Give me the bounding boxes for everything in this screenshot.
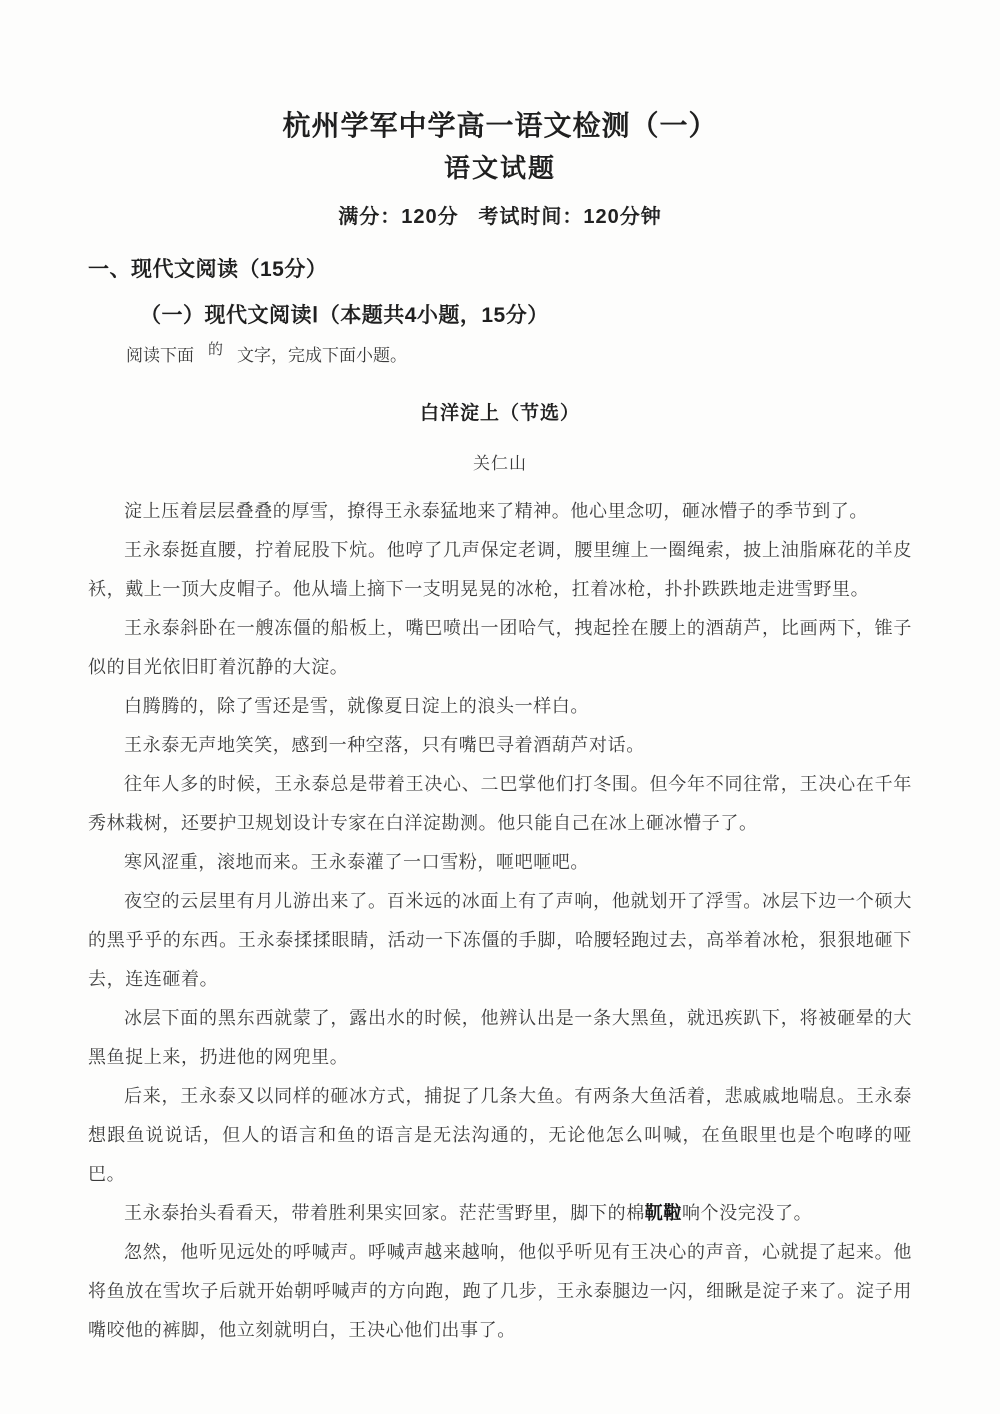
paragraph-text: 忽然，他听见远处的呼喊声。呼喊声越来越响，他似乎听见有王决心的声音，心就提了起来。他将鱼放在雪坎子后就开始朝呼喊声的方向跑，跑了几步，王永泰腿边一闪，细瞅是淀子来了。淀子用嘴咬他的裤脚，他立刻就明白，王决心他们出事了。 — [88, 1242, 912, 1342]
document-subtitle: 语文试题 — [443, 153, 556, 184]
paragraph-text: 响个没完没了。 — [682, 1203, 813, 1225]
paragraph-text: 王永泰斜卧在一艘冻僵的船板上，嘴巴喷出一团哈气，拽起拴在腰上的酒葫芦，比画两下，锥子似的目光依旧盯着沉静的大淀。 — [88, 618, 912, 679]
passage-paragraph — [88, 1194, 912, 1233]
exam-info: 满分：120分 考试时间：120分钟 — [338, 206, 662, 229]
paragraph-text-bold: 靰鞡 — [644, 1203, 682, 1225]
paragraph-text: 冰层下面的黑东西就蒙了，露出水的时候，他辨认出是一条大黑鱼，就迅疾趴下，将被砸晕的大黑鱼捉上来，扔进他的网兜里。 — [88, 1008, 912, 1069]
paragraph-text: 寒风涩重，滚地而来。王永泰灌了一口雪粉，咂吧咂吧。 — [124, 852, 589, 874]
instruction-post: 文字，完成下面小题。 — [237, 346, 408, 367]
paragraph-text: 王永泰无声地笑笑，感到一种空落，只有嘴巴寻着酒葫芦对话。 — [124, 735, 645, 757]
paragraph-text: 淀上压着层层叠叠的厚雪，撩得王永泰猛地来了精神。他心里念叨，砸冰懵子的季节到了。 — [124, 501, 868, 523]
passage-body — [88, 492, 912, 1350]
paragraph-text: 王永泰抬头看看天，带着胜利果实回家。茫茫雪野里，脚下的棉 — [124, 1203, 645, 1225]
passage-paragraph — [88, 1077, 912, 1194]
passage-paragraph — [88, 843, 912, 882]
passage-paragraph — [88, 999, 912, 1077]
paragraph-text: 夜空的云层里有月儿游出来了。百米远的冰面上有了声响，他就划开了浮雪。冰层下边一个硕大的黑乎乎的东西。王永泰揉揉眼睛，活动一下冻僵的手脚，哈腰轻跑过去，高举着冰枪，狠狠地砸下去，连连砸着。 — [88, 891, 912, 991]
passage-paragraph — [88, 882, 912, 999]
paragraph-text: 后来，王永泰又以同样的砸冰方式，捕捉了几条大鱼。有两条大鱼活着，悲戚戚地喘息。王永泰想跟鱼说说话，但人的语言和鱼的语言是无法沟通的，无论他怎么叫喊，在鱼眼里也是个咆哮的哑巴。 — [88, 1086, 912, 1186]
passage-title: 白洋淀上（节选） — [419, 403, 580, 425]
passage-paragraph — [88, 492, 912, 531]
passage-author: 关仁山 — [473, 454, 527, 475]
paragraph-text: 往年人多的时候，王永泰总是带着王决心、二巴掌他们打冬围。但今年不同往常，王决心在千年秀林栽树，还要护卫规划设计专家在白洋淀勘测。他只能自己在冰上砸冰懵子了。 — [88, 774, 912, 835]
passage-paragraph — [88, 1233, 912, 1350]
section-heading-modern-reading: 一、现代文阅读（15分） — [88, 258, 328, 282]
instruction-pre: 阅读下面 — [126, 346, 194, 367]
passage-paragraph — [88, 687, 912, 726]
section-subheading-reading-one: （一）现代文阅读Ⅰ（本题共4小题，15分） — [140, 304, 549, 328]
passage-paragraph — [88, 609, 912, 687]
paragraph-text: 王永泰挺直腰，拧着屁股下炕。他哼了几声保定老调，腰里缠上一圈绳索，披上油脂麻花的羊皮袄，戴上一顶大皮帽子。他从墙上摘下一支明晃晃的冰枪，扛着冰枪，扑扑跌跌地走进雪野里。 — [88, 540, 912, 601]
instruction-raised-char: 的 — [208, 340, 224, 359]
passage-paragraph — [88, 531, 912, 609]
paragraph-text: 白腾腾的，除了雪还是雪，就像夏日淀上的浪头一样白。 — [124, 696, 589, 718]
reading-instruction — [126, 341, 912, 366]
passage-paragraph — [88, 726, 912, 765]
passage-paragraph — [88, 765, 912, 843]
document-title: 杭州学军中学高一语文检测（一） — [282, 110, 718, 141]
